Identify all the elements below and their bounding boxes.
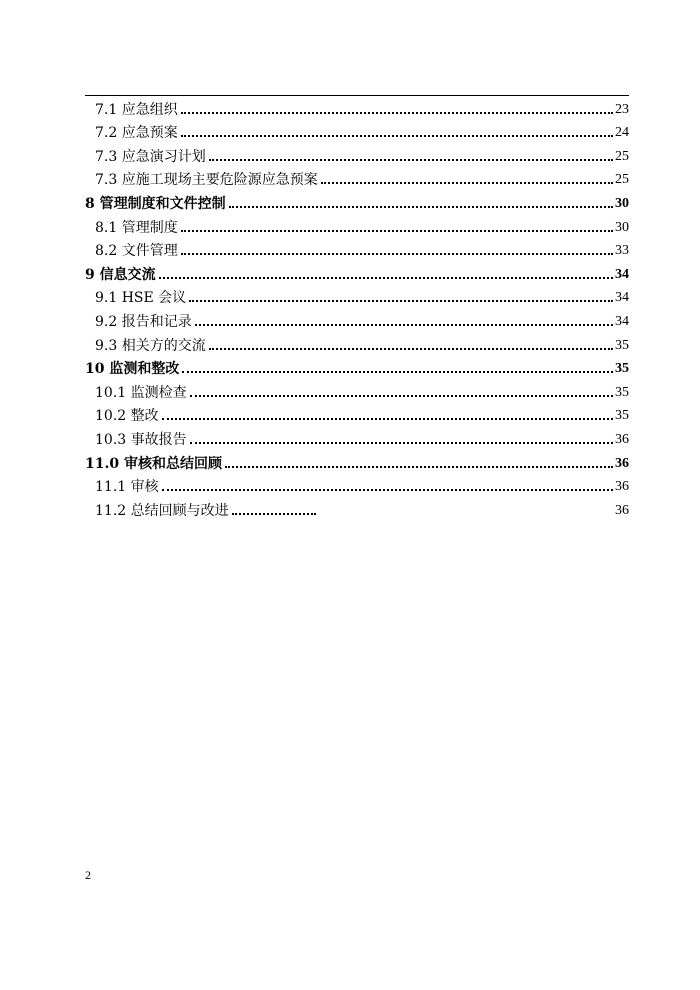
toc-dot-leader [190, 442, 613, 444]
toc-entry-page: 24 [615, 125, 629, 141]
toc-entry-label: 11.2 总结回顾与改进 [95, 502, 229, 519]
toc-entry[interactable] [85, 167, 629, 191]
toc-entry[interactable] [85, 96, 629, 120]
toc-entry-page: 25 [615, 172, 629, 188]
toc-dot-leader [229, 206, 613, 208]
toc-entry-page: 30 [615, 219, 629, 235]
toc-entry[interactable] [85, 403, 629, 427]
toc-dot-leader [321, 182, 613, 184]
toc-entry-page: 35 [615, 384, 629, 400]
toc-dot-leader [190, 395, 613, 397]
toc-entry-page: 35 [615, 408, 629, 424]
toc-entry-page: 35 [615, 361, 629, 377]
toc-entry-page: 34 [615, 313, 629, 329]
toc-chapter-entry[interactable] [85, 261, 629, 285]
toc-chapter-entry[interactable] [85, 190, 629, 214]
toc-entry-page: 33 [615, 243, 629, 259]
toc-entry-label: 8 管理制度和文件控制 [85, 195, 226, 212]
toc-dot-leader [181, 112, 613, 114]
toc-entry-label: 9 信息交流 [85, 266, 156, 283]
toc-entry-label: 11.1 审核 [95, 479, 159, 496]
toc-dot-leader [159, 277, 613, 279]
toc-entry[interactable] [85, 379, 629, 403]
toc-dot-leader [181, 230, 613, 232]
toc-entry-label: 7.1 应急组织 [95, 101, 178, 118]
toc-dot-leader [195, 324, 613, 326]
toc-dot-leader [162, 418, 613, 420]
toc-dot-leader [182, 371, 613, 373]
toc-entry[interactable] [85, 214, 629, 238]
toc-entry[interactable] [85, 308, 629, 332]
toc-entry-page: 23 [615, 101, 629, 117]
toc-entry[interactable] [85, 474, 629, 498]
toc-dot-leader [209, 159, 613, 161]
toc-entry[interactable] [85, 497, 629, 521]
toc-entry-label: 10.2 整改 [95, 408, 159, 425]
toc-entry-label: 7.2 应急预案 [95, 125, 178, 142]
toc-entry-label: 10.1 监测检查 [95, 384, 187, 401]
toc-dot-leader [225, 466, 613, 468]
toc-entry[interactable] [85, 143, 629, 167]
toc-dot-leader [181, 135, 613, 137]
toc-entry-label: 9.2 报告和记录 [95, 313, 192, 330]
toc-entry-page: 36 [615, 455, 629, 471]
toc-dot-leader [189, 300, 613, 302]
toc-entry-label: 7.3 应急演习计划 [95, 148, 206, 165]
toc-dot-leader [162, 489, 613, 491]
toc-dot-leader [232, 513, 316, 515]
table-of-contents [85, 96, 629, 521]
toc-entry-page: 34 [615, 266, 629, 282]
page-number: 2 [85, 868, 91, 882]
toc-entry-label: 9.1 HSE 会议 [95, 290, 187, 307]
toc-entry-page: 35 [615, 337, 629, 353]
toc-entry-label: 8.2 文件管理 [95, 243, 178, 260]
toc-entry-label: 10 监测和整改 [85, 361, 180, 378]
toc-dot-leader [181, 253, 613, 255]
toc-entry-label: 7.3 应施工现场主要危险源应急预案 [95, 172, 318, 189]
toc-entry-page: 36 [615, 479, 629, 495]
toc-entry-page: 25 [615, 148, 629, 164]
toc-entry-label: 11.0 审核和总结回顾 [85, 455, 222, 472]
toc-entry-label: 8.1 管理制度 [95, 219, 178, 236]
toc-entry-page: 36 [615, 431, 629, 447]
toc-entry[interactable] [85, 426, 629, 450]
toc-entry-page: 36 [615, 502, 629, 518]
toc-entry[interactable] [85, 285, 629, 309]
toc-chapter-entry[interactable] [85, 450, 629, 474]
toc-entry-page: 30 [615, 195, 629, 211]
toc-dot-leader [209, 348, 613, 350]
toc-entry[interactable] [85, 120, 629, 144]
toc-entry-label: 10.3 事故报告 [95, 431, 187, 448]
toc-entry-page: 34 [615, 290, 629, 306]
toc-entry-label: 9.3 相关方的交流 [95, 337, 206, 354]
toc-entry[interactable] [85, 238, 629, 262]
toc-entry[interactable] [85, 332, 629, 356]
toc-chapter-entry[interactable] [85, 356, 629, 380]
